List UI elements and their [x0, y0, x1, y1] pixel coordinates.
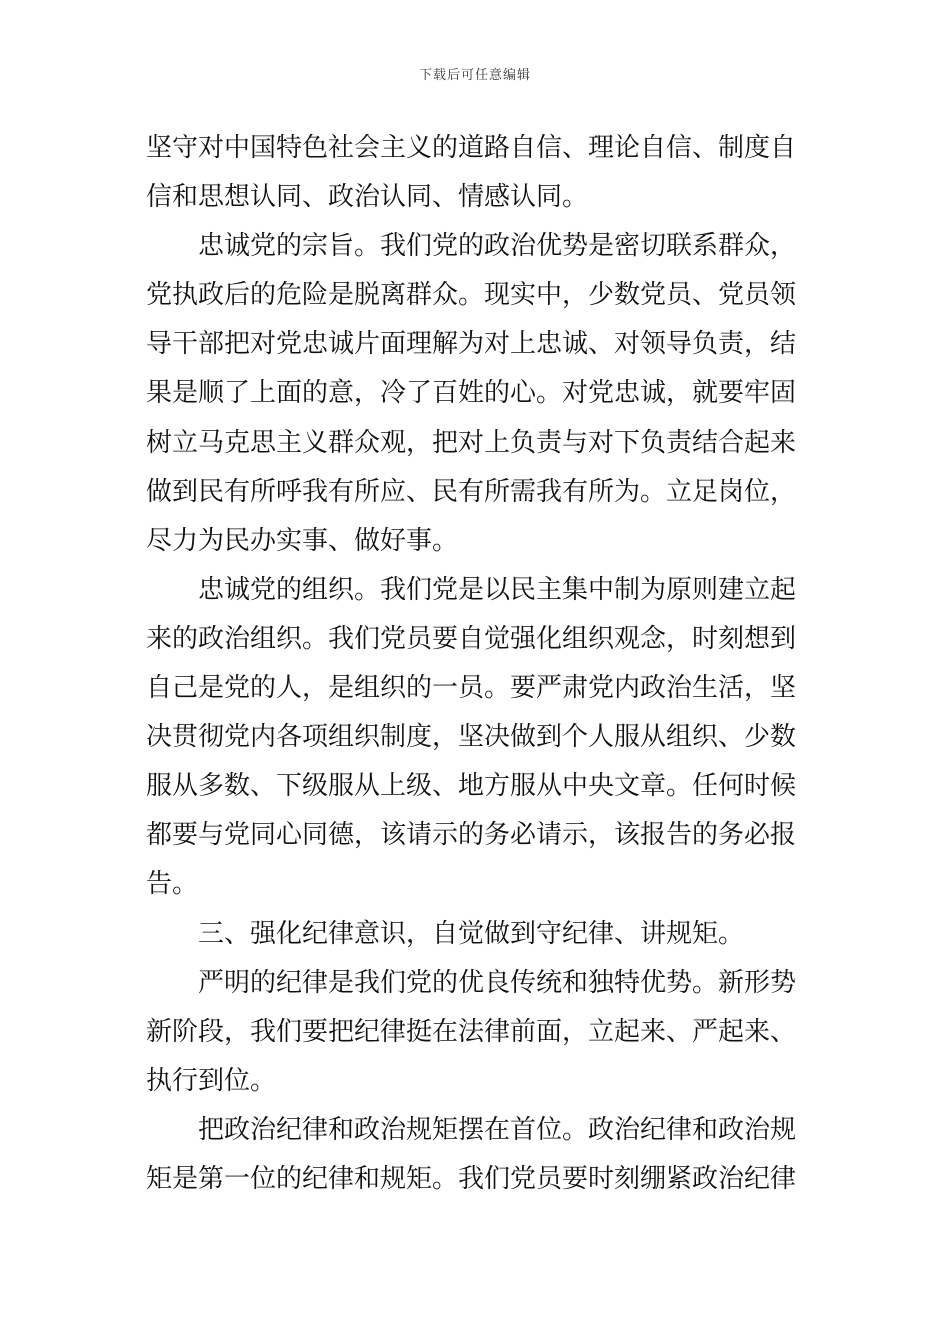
text-line: 做到民有所呼我有所应、民有所需我有所为。立足岗位， — [146, 476, 797, 507]
text-line: 树立马克思主义群众观，把对上负责与对下负责结合起来 — [146, 427, 797, 458]
text-line: 坚守对中国特色社会主义的道路自信、理论自信、制度自 — [146, 133, 797, 163]
text-line: 自己是党的人，是组织的一员。要严肃党内政治生活，坚 — [146, 673, 797, 704]
text-line: 严明的纪律是我们党的优良传统和独特优势。新形势 — [146, 967, 797, 998]
text-line: 信和思想认同、政治认同、情感认同。 — [146, 182, 589, 213]
text-line: 导干部把对党忠诚片面理解为对上忠诚、对领导负责，结 — [146, 329, 797, 360]
text-line: 果是顺了上面的意，冷了百姓的心。对党忠诚，就要牢固 — [146, 378, 797, 409]
section-heading: 三、强化纪律意识，自觉做到守纪律、讲规矩。 — [146, 918, 745, 949]
text-line: 执行到位。 — [146, 1065, 277, 1096]
text-line: 新阶段，我们要把纪律挺在法律前面，立起来、严起来、 — [146, 1016, 797, 1047]
text-line: 尽力为民办实事、做好事。 — [146, 525, 459, 556]
text-line: 决贯彻党内各项组织制度，坚决做到个人服从组织、少数 — [146, 722, 797, 753]
document-body — [146, 124, 810, 1204]
text-line: 都要与党同心同德，该请示的务必请示，该报告的务必报 — [146, 820, 797, 851]
text-line: 忠诚党的组织。我们党是以民主集中制为原则建立起 — [146, 574, 797, 605]
text-line: 告。 — [146, 869, 199, 900]
text-line: 来的政治组织。我们党员要自觉强化组织观念，时刻想到 — [146, 623, 797, 654]
text-line: 忠诚党的宗旨。我们党的政治优势是密切联系群众， — [146, 231, 797, 262]
page-header-note: 下载后可任意编辑 — [418, 68, 531, 83]
text-line: 党执政后的危险是脱离群众。现实中，少数党员、党员领 — [146, 280, 797, 311]
text-line: 矩是第一位的纪律和规矩。我们党员要时刻绷紧政治纪律 — [146, 1163, 797, 1194]
text-line: 服从多数、下级服从上级、地方服从中央文章。任何时候 — [146, 771, 797, 802]
text-line: 把政治纪律和政治规矩摆在首位。政治纪律和政治规 — [146, 1114, 797, 1145]
